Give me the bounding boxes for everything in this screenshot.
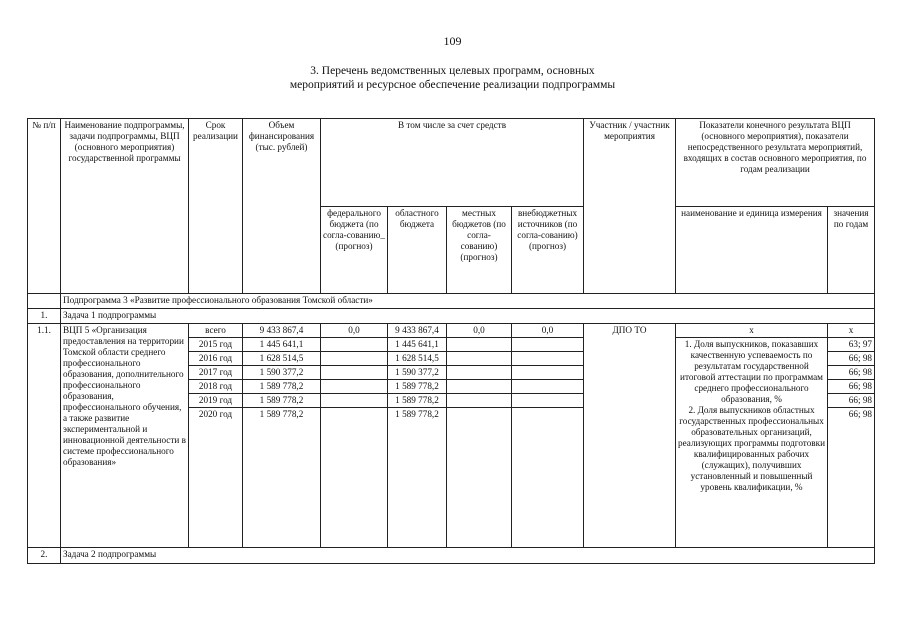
task-1-label: Задача 1 подпрограммы [61, 309, 875, 324]
local-cell [447, 366, 512, 380]
header-num: № п/п [28, 119, 61, 294]
header-indicator-name: наименование и единица измерения [676, 207, 828, 294]
local-cell [447, 394, 512, 408]
header-name: Наименование подпрограммы, задачи подпрограммы, ВЦП (основного мероприятия) государственной программы [61, 119, 189, 294]
vcp-row-total [28, 324, 875, 338]
vcp-num: 1.1. [28, 324, 61, 548]
header-regional: областного бюджета [388, 207, 447, 294]
title-line-2: мероприятий и ресурсное обеспечение реализации подпрограммы [289, 79, 616, 91]
federal-cell [321, 338, 388, 352]
extra-cell [512, 408, 584, 548]
regional-cell: 1 445 641,1 [388, 338, 447, 352]
volume-cell: 1 589 778,2 [243, 394, 321, 408]
extra-cell [512, 366, 584, 380]
participant-cell: ДПО ТО [584, 324, 676, 548]
year-cell: 2019 год [189, 394, 243, 408]
header-federal: федерального бюджета (по согла-сованию_ (прогноз) [321, 207, 388, 294]
header-local: местных бюджетов (по согла-сованию) (прогноз) [447, 207, 512, 294]
task-2-row [28, 548, 875, 564]
year-cell: 2016 год [189, 352, 243, 366]
program-table [27, 118, 875, 564]
local-cell [447, 352, 512, 366]
header-extra: внебюджетных источников (по согла-сованию) (прогноз) [512, 207, 584, 294]
extra-cell [512, 338, 584, 352]
regional-cell: 1 628 514,5 [388, 352, 447, 366]
regional-cell: 1 589 778,2 [388, 408, 447, 548]
value-x-cell: х [828, 324, 875, 338]
header-volume: Объем финансирования (тыс. рублей) [243, 119, 321, 294]
value-cell: 66; 98 [828, 394, 875, 408]
volume-cell: 9 433 867,4 [243, 324, 321, 338]
task-2-label: Задача 2 подпрограммы [61, 548, 875, 564]
header-row-1 [28, 119, 875, 207]
subprogram-num-cell [28, 294, 61, 309]
value-cell: 66; 98 [828, 352, 875, 366]
header-indicators: Показатели конечного результата ВЦП (основного мероприятия), показатели непосредственного результата мероприятий, входящих в состав основного мероприятия, по годам реализации [676, 119, 875, 207]
extra-cell [512, 352, 584, 366]
value-cell: 63; 97 [828, 338, 875, 352]
year-cell: 2015 год [189, 338, 243, 352]
federal-cell [321, 380, 388, 394]
federal-cell: 0,0 [321, 324, 388, 338]
regional-cell: 9 433 867,4 [388, 324, 447, 338]
task-1-num: 1. [28, 309, 61, 324]
page-title [0, 64, 905, 92]
extra-cell [512, 380, 584, 394]
task-1-row [28, 309, 875, 324]
year-cell: 2017 год [189, 366, 243, 380]
volume-cell: 1 628 514,5 [243, 352, 321, 366]
regional-cell: 1 589 778,2 [388, 380, 447, 394]
task-2-num: 2. [28, 548, 61, 564]
extra-cell [512, 394, 584, 408]
year-cell: 2018 год [189, 380, 243, 394]
value-cell: 66; 98 [828, 408, 875, 548]
federal-cell [321, 408, 388, 548]
federal-cell [321, 366, 388, 380]
vcp-name: ВЦП 5 «Организация предоставления на территории Томской области среднего профессионального образования, дополнительного профессионального образования, профессионального обучения, а также развитие экспериментальной и инновационной деятельности в системе профессионального образования» [61, 324, 189, 548]
header-indicator-values: значения по годам [828, 207, 875, 294]
header-including: В том числе за счет средств [321, 119, 584, 207]
header-participant: Участник / участник мероприятия [584, 119, 676, 294]
year-cell: 2020 год [189, 408, 243, 548]
federal-cell [321, 352, 388, 366]
local-cell [447, 408, 512, 548]
extra-cell: 0,0 [512, 324, 584, 338]
local-cell: 0,0 [447, 324, 512, 338]
volume-cell: 1 589 778,2 [243, 408, 321, 548]
subprogram-title: Подпрограмма 3 «Развитие профессионального образования Томской области» [61, 294, 875, 309]
volume-cell: 1 445 641,1 [243, 338, 321, 352]
header-period: Срок реализации [189, 119, 243, 294]
local-cell [447, 338, 512, 352]
regional-cell: 1 590 377,2 [388, 366, 447, 380]
value-cell: 66; 98 [828, 366, 875, 380]
volume-cell: 1 589 778,2 [243, 380, 321, 394]
title-line-1: 3. Перечень ведомственных целевых программ, основных [310, 65, 595, 77]
federal-cell [321, 394, 388, 408]
indicators-text: 1. Доля выпускников, показавших качественную успеваемость по результатам государственной итоговой аттестации по программам среднего профессионального образования, % 2. Доля выпускников областных государственных профессиональных образовательных организаций, реализующих программы подготовки квалифицированных рабочих (служащих), получивших установленный и повышенный уровень квалификации, % [676, 338, 828, 548]
indicator-x-cell: х [676, 324, 828, 338]
local-cell [447, 380, 512, 394]
regional-cell: 1 589 778,2 [388, 394, 447, 408]
value-cell: 66; 98 [828, 380, 875, 394]
page-number: 109 [443, 34, 462, 48]
subprogram-row [28, 294, 875, 309]
year-cell: всего [189, 324, 243, 338]
volume-cell: 1 590 377,2 [243, 366, 321, 380]
